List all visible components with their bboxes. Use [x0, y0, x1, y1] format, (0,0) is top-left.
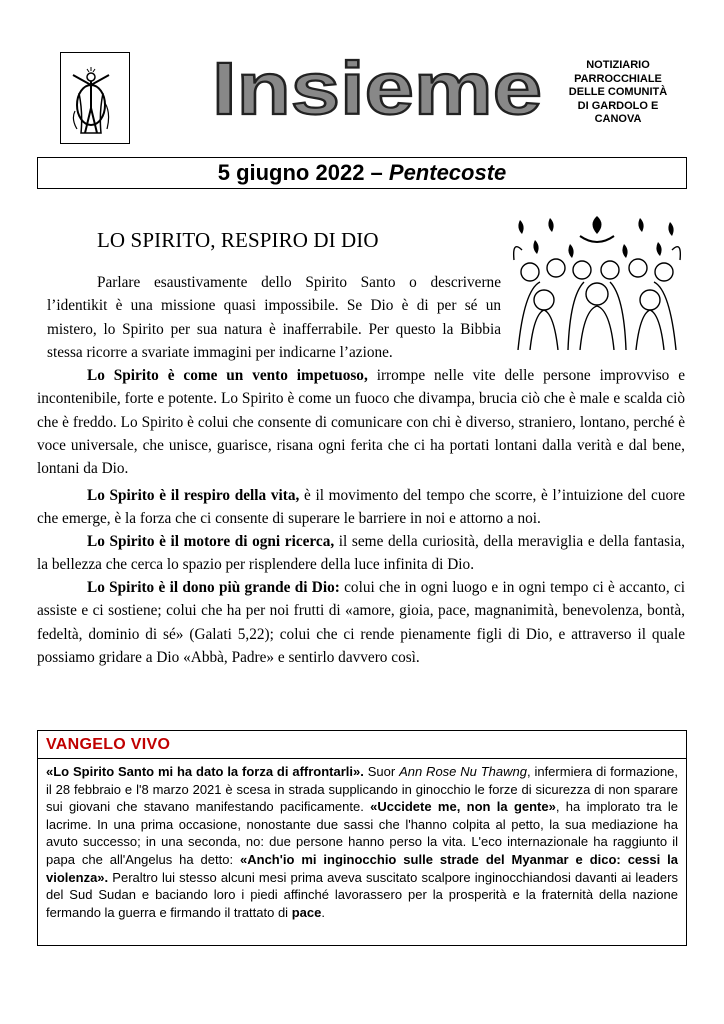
- paragraph-3-lead: Lo Spirito è il respiro della vita,: [87, 487, 300, 504]
- pentecost-apostles-icon: [510, 210, 684, 350]
- vangelo-vivo-text: «Lo Spirito Santo mi ha dato la forza di affrontarli». Suor Ann Rose Nu Thawng, infermiera di formazione, il 28 febbraio e l'8 marzo 2021 è scesa in strada supplicando in ginocchio le forze di sicurezza di non sparare sui giovani che stavano manifestando pacificamente. «Uccidete me, non la gente», ha implorato tra le lacrime. In una prima occasione, nonostante due sassi che l'hanno colpita al petto, la sua mediazione ha avuto successo; in una seconda, no: due persone hanno perso la vita. L'eco internazionale ha raggiunto il papa che all'Angelus ha detto: «Anch'io mi inginocchio sulle strade del Myanmar e dico: cessi la violenza». Peraltro lui stesso alcuni mesi prima aveva suscitato scalpore inginocchiandosi davanti ai leaders del Sud Sudan e baciando loro i piedi affinché lavorassero per la prosperità e la fraternità della nazione fermando la guerra e firmando il trattato di pace.: [46, 764, 679, 920]
- article-paragraph-5: Lo Spirito è il dono più grande di Dio: colui che in ogni luogo e in ogni tempo ci è accanto, ci assiste e ci sostiene; colui che ha per noi frutti di «amore, gioia, pace, magnanimità, benevolenza, bontà, fedeltà, dominio di sé» (Galati 5,22); colui che ci rende pienamente figli di Dio, e attraverso il quale possiamo gridare a Dio «Abbà, Padre» e sentirlo davvero così.: [37, 579, 685, 666]
- paragraph-4-lead: Lo Spirito è il motore di ogni ricerca,: [87, 533, 335, 550]
- masthead-title: [208, 52, 546, 124]
- vangelo-divider: [38, 758, 686, 759]
- sister-name: Ann Rose Nu Thawng: [399, 764, 527, 779]
- feast-name: Pentecoste: [388, 160, 507, 185]
- article-paragraph-1: Parlare esaustivamente dello Spirito Santo o descriverne l’identikit è una missione quasi impossibile. Se Dio è di per sé un mistero, lo Spirito per sua natura è inafferrabile. Per questo la Bibbia stessa ricorre a svariate immagini per indicarne l’azione.: [47, 274, 501, 361]
- pentecost-illustration: [510, 210, 684, 350]
- vangelo-vivo-title: VANGELO VIVO: [46, 736, 171, 753]
- paragraph-5-lead: Lo Spirito è il dono più grande di Dio:: [87, 579, 340, 596]
- article-title: LO SPIRITO, RESPIRO DI DIO: [97, 228, 379, 252]
- article-paragraph-2: Lo Spirito è come un vento impetuoso, irrompe nelle vite delle persone improvviso e incontenibile, forte e potente. Lo Spirito è come un fuoco che divampa, brucia ciò che è male e scalda ciò che è freddo. Lo Spirito è colui che consente di comunicare con chi è diverso, straniero, lontano, perché è voce universale, che unisce, guarisce, risana ogni ferita che ci ha portati lontani dalla verità e dal bene, lontani da Dio.: [37, 367, 685, 478]
- parish-logo: [60, 52, 130, 144]
- header-note: NOTIZIARIO PARROCCHIALE DELLE COMUNITÀ DI GARDOLO E CANOVA: [568, 59, 668, 125]
- risen-christ-icon: [61, 53, 129, 143]
- article-paragraph-3: Lo Spirito è il respiro della vita, è il movimento del tempo che scorre, è l’intuizione del cuore che emerge, è la forza che ci consente di superare le barriere in noi e attorno a noi.: [37, 487, 686, 528]
- issue-date: 5 giugno 2022 –: [217, 160, 389, 185]
- paragraph-2-lead: Lo Spirito è come un vento impetuoso,: [87, 367, 368, 384]
- svg-text:Insieme: Insieme: [212, 52, 542, 124]
- date-bar: [37, 157, 687, 189]
- article-paragraph-4: Lo Spirito è il motore di ogni ricerca, il seme della curiosità, della meraviglia e della fantasia, la bellezza che cerca lo spazio per risplendere della luce infinita di Dio.: [37, 533, 685, 574]
- vangelo-vivo-box: [37, 730, 687, 946]
